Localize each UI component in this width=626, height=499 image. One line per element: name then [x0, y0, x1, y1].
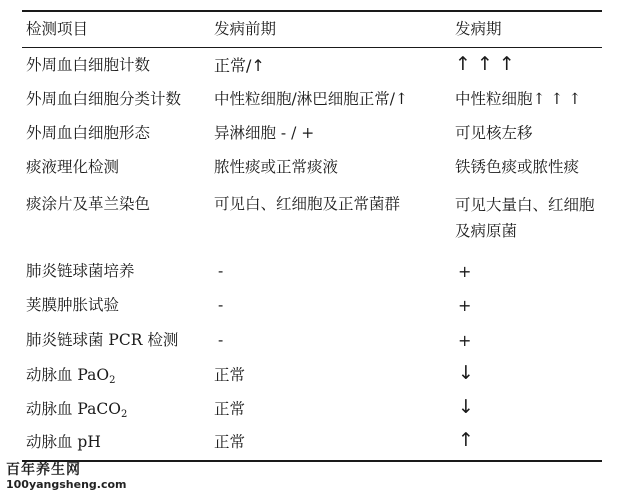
row-item	[26, 363, 115, 388]
row-item: 痰涂片及革兰染色	[26, 195, 151, 213]
row-onset-value: ↓	[458, 396, 474, 418]
table-header-rule	[22, 47, 602, 48]
row-pre-value: -	[218, 262, 224, 280]
site-watermark	[6, 462, 127, 492]
row-item: 肺炎链球菌培养	[26, 262, 135, 280]
row-pre-value: 异淋细胞 - / +	[214, 124, 315, 142]
row-onset-value: 铁锈色痰或脓性痰	[455, 158, 580, 176]
row-onset-value: +	[458, 331, 472, 350]
row-onset-value: 可见核左移	[455, 124, 533, 142]
row-pre-value: 脓性痰或正常痰液	[214, 158, 339, 176]
row-pre-value: 可见白、红细胞及正常菌群	[214, 195, 401, 213]
header-onset: 发病期	[455, 20, 502, 38]
row-pre-value: 正常	[214, 366, 246, 384]
row-item: 外周血白细胞形态	[26, 124, 151, 142]
row-pre-value: -	[218, 296, 224, 314]
row-item: 荚膜肿胀试验	[26, 296, 120, 314]
row-pre-value: -	[218, 331, 224, 349]
row-item-prefix: 动脉血 PaO	[26, 366, 110, 384]
row-item: 动脉血 pH	[26, 433, 101, 451]
row-item-prefix: 动脉血 PaCO	[26, 400, 121, 418]
watermark-chinese: 百年养生网	[6, 462, 81, 478]
watermark-url: 100yangsheng.com	[6, 478, 127, 491]
row-onset-value: ↑ ↑ ↑	[455, 53, 515, 75]
row-onset-value: ↓	[458, 362, 474, 384]
row-item-subscript: 2	[120, 409, 128, 420]
row-pre-value: 中性粒细胞/淋巴细胞正常/↑	[214, 90, 408, 108]
row-onset-value: +	[458, 296, 472, 315]
row-item: 肺炎链球菌 PCR 检测	[26, 331, 179, 349]
row-onset-value: 可见大量白、红细胞及病原菌	[455, 196, 595, 240]
row-pre-value: 正常/↑	[214, 56, 265, 75]
row-item: 外周血白细胞分类计数	[26, 90, 182, 108]
table-top-rule	[22, 10, 602, 12]
header-test-item: 检测项目	[26, 20, 89, 38]
row-item: 外周血白细胞计数	[26, 56, 151, 74]
row-pre-value: 正常	[214, 433, 246, 451]
row-onset-value: +	[458, 262, 472, 281]
row-onset-value: ↑	[458, 429, 474, 451]
row-onset-value: 中性粒细胞↑ ↑ ↑	[455, 90, 582, 108]
header-pre-onset: 发病前期	[214, 20, 277, 38]
row-item	[26, 397, 127, 422]
row-pre-value: 正常	[214, 400, 246, 418]
row-item: 痰液理化检测	[26, 158, 120, 176]
row-item-subscript: 2	[109, 375, 116, 386]
